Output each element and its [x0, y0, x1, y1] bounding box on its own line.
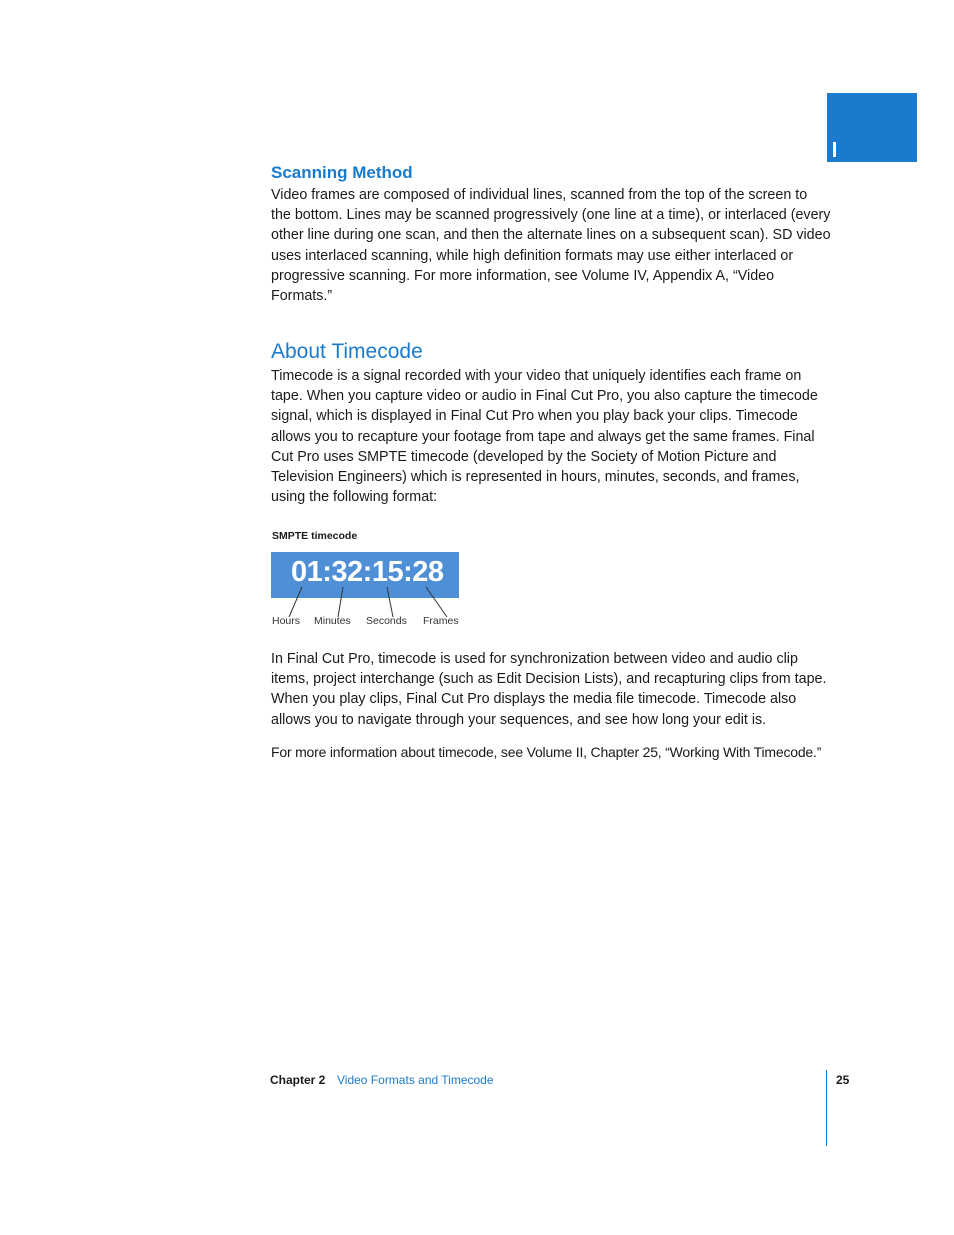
page-number: 25 — [836, 1073, 850, 1087]
minutes-leader-line — [338, 587, 343, 617]
hours-leader-line — [289, 587, 302, 617]
footer-chapter-label: Chapter 2 — [270, 1073, 326, 1087]
about-timecode-heading: About Timecode — [271, 340, 423, 363]
chapter-tab-mark — [833, 142, 836, 157]
timecode-value: 01:32:15:28 — [291, 556, 444, 588]
about-timecode-paragraph: Timecode is a signal recorded with your video that uniquely identifies each frame on tape. When you capture video or audio in Final Cut Pro, you also capture the timecode signal, which is displayed in Final Cut Pro when you play back your clips. Timecode allows you to recapture your footage from tape and always get the same frames. Final Cut Pro uses SMPTE timecode (developed by the Society of Motion Picture and Television Engineers) which is represented in hours, minutes, seconds, and frames, using the following format: — [271, 368, 818, 506]
figure-label: SMPTE timecode — [272, 530, 358, 542]
more-information-paragraph: For more information about timecode, see Volume II, Chapter 25, “Working With Timecode.” — [271, 744, 822, 760]
scanning-method-heading: Scanning Method — [271, 163, 413, 182]
minutes-label: Minutes — [314, 615, 351, 627]
frames-label: Frames — [423, 615, 459, 627]
chapter-tab — [827, 93, 917, 162]
footer-divider — [826, 1070, 827, 1146]
scanning-method-paragraph: Video frames are composed of individual lines, scanned from the top of the screen to the bottom. Lines may be scanned progressively (one line at a time), or interlaced (every other line during one scan, and then the alternate lines on a subsequent scan). SD video uses interlaced scanning, while high definition formats may use either interlaced or progressive scanning. For more information, see Volume IV, Appendix A, “Video Formats.” — [271, 187, 831, 305]
timecode-usage-paragraph: In Final Cut Pro, timecode is used for synchronization between video and audio clip items, project interchange (such as Edit Decision Lists), and recapturing clips from tape. When you play clips, Final Cut Pro displays the media file timecode. Timecode also allows you to navigate through your sequences, and see how long your edit is. — [271, 651, 827, 728]
seconds-label: Seconds — [366, 615, 407, 627]
hours-label: Hours — [272, 615, 301, 627]
frames-leader-line — [426, 587, 447, 617]
footer-chapter-title: Video Formats and Timecode — [337, 1073, 494, 1087]
seconds-leader-line — [387, 587, 393, 617]
